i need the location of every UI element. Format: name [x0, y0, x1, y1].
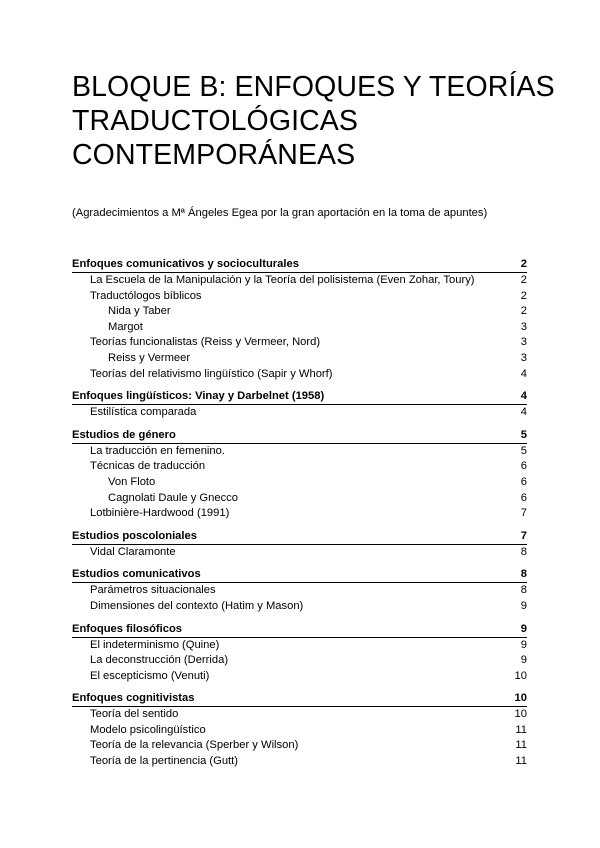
toc-entry-title: El escepticismo (Venuti) — [90, 669, 210, 682]
toc-entry[interactable] — [72, 289, 527, 305]
toc-section-title: Enfoques cognitivistas — [72, 692, 195, 705]
toc-page-number: 8 — [520, 584, 527, 597]
toc-page-number: 3 — [520, 351, 527, 364]
toc-entry-title: Lotbinière-Hardwood (1991) — [90, 507, 230, 520]
toc-entry-title: Parámetros situacionales — [90, 584, 216, 597]
toc-entry[interactable] — [72, 459, 527, 475]
toc-page-number: 2 — [520, 289, 527, 302]
toc-section-title: Estudios de género — [72, 428, 176, 441]
title-line: TRADUCTOLÓGICAS — [72, 105, 359, 137]
toc-page-number: 10 — [514, 708, 527, 721]
toc-entry-title: Teoría del sentido — [90, 708, 179, 721]
toc-section-heading[interactable] — [72, 427, 527, 444]
toc-page-number: 4 — [520, 367, 527, 380]
toc-section-title: Enfoques filosóficos — [72, 622, 183, 635]
toc-section — [72, 256, 527, 382]
toc-section-title: Estudios poscoloniales — [72, 529, 197, 542]
toc-page-number: 5 — [520, 444, 527, 457]
toc-entry-title: La Escuela de la Manipulación y la Teoría del polisistema (Even Zohar, Toury) — [90, 274, 475, 286]
toc-entry[interactable] — [72, 669, 527, 685]
toc-entry-title: Técnicas de traducción — [90, 460, 206, 473]
toc-entry[interactable] — [72, 738, 527, 754]
toc-page-number: 2 — [520, 258, 527, 270]
toc-page-number: 8 — [520, 568, 527, 581]
toc-entry[interactable] — [72, 653, 527, 669]
toc-section — [72, 690, 527, 769]
toc-page-number: 11 — [515, 755, 527, 768]
toc-section-heading[interactable] — [72, 621, 527, 638]
title-line: CONTEMPORÁNEAS — [72, 139, 356, 171]
toc-entry-title: Teorías funcionalistas (Reiss y Vermeer, Nord) — [90, 336, 321, 349]
page-title — [72, 70, 555, 172]
toc-entry[interactable] — [72, 320, 527, 336]
toc-section — [72, 528, 527, 561]
toc-entry-title: Vidal Claramonte — [90, 545, 176, 558]
toc-page-number: 2 — [520, 274, 527, 286]
toc-section-heading[interactable] — [72, 690, 527, 707]
toc-entry-title: Reiss y Vermeer — [108, 351, 191, 364]
toc-section-heading[interactable] — [72, 256, 527, 273]
toc-section — [72, 566, 527, 614]
toc-section-heading[interactable] — [72, 388, 527, 405]
toc-entry-title: La deconstrucción (Derrida) — [90, 654, 229, 667]
toc-entry-title: Teoría de la relevancia (Sperber y Wilson) — [90, 739, 299, 752]
toc-entry[interactable] — [72, 545, 527, 561]
toc-page-number: 2 — [520, 305, 527, 318]
toc-entry[interactable] — [72, 491, 527, 507]
toc-entry[interactable] — [72, 405, 527, 421]
toc-entry[interactable] — [72, 335, 527, 351]
toc-section — [72, 427, 527, 522]
toc-page-number: 7 — [520, 529, 527, 542]
title-line: BLOQUE B: ENFOQUES Y TEORÍAS — [72, 71, 555, 103]
toc-entry-title: Nida y Taber — [108, 305, 171, 318]
toc-entry[interactable] — [72, 707, 527, 723]
toc-entry-title: El indeterminismo (Quine) — [90, 638, 220, 651]
toc-entry-title: Traductólogos bíblicos — [90, 289, 202, 302]
toc-entry[interactable] — [72, 583, 527, 599]
toc-entry-title: Teorías del relativismo lingüístico (Sapir y Whorf) — [90, 367, 333, 380]
toc-page-number: 8 — [520, 545, 527, 558]
toc-section — [72, 388, 527, 421]
toc-section-title: Enfoques lingüísticos: Vinay y Darbelnet (1958) — [72, 390, 325, 403]
toc-entry[interactable] — [72, 273, 527, 289]
toc-page-number: 6 — [520, 491, 527, 504]
toc-page-number: 5 — [520, 428, 527, 441]
toc-entry-title: Cagnolati Daule y Gnecco — [108, 491, 238, 504]
toc-entry[interactable] — [72, 506, 527, 522]
toc-page-number: 6 — [520, 475, 527, 488]
toc-page-number: 9 — [520, 622, 527, 635]
toc-entry[interactable] — [72, 367, 527, 383]
toc-page-number: 11 — [515, 723, 527, 736]
toc-page-number: 7 — [520, 507, 527, 520]
toc-entry-title: Estilística comparada — [90, 406, 197, 419]
toc-page-number: 4 — [520, 406, 527, 419]
table-of-contents — [72, 256, 527, 776]
toc-entry-title: Modelo psicolingüístico — [90, 723, 206, 736]
toc-page-number: 11 — [515, 739, 527, 752]
toc-page-number: 4 — [520, 390, 527, 403]
toc-page-number: 9 — [520, 654, 527, 667]
toc-entry[interactable] — [72, 723, 527, 739]
toc-section — [72, 621, 527, 685]
toc-page-number: 9 — [520, 638, 527, 651]
toc-entry[interactable] — [72, 754, 527, 770]
toc-entry[interactable] — [72, 638, 527, 654]
toc-entry-title: Teoría de la pertinencia (Gutt) — [90, 755, 238, 768]
toc-page-number: 3 — [520, 336, 527, 349]
toc-page-number: 6 — [520, 460, 527, 473]
toc-entry[interactable] — [72, 599, 527, 615]
toc-page-number: 3 — [520, 320, 527, 333]
toc-entry-title: Margot — [108, 320, 143, 333]
toc-entry[interactable] — [72, 304, 527, 320]
toc-section-title: Enfoques comunicativos y socioculturales — [72, 258, 299, 270]
toc-section-title: Estudios comunicativos — [72, 568, 201, 581]
toc-entry-title: La traducción en femenino. — [90, 444, 225, 457]
toc-page-number: 10 — [514, 669, 527, 682]
toc-entry[interactable] — [72, 475, 527, 491]
toc-page-number: 9 — [520, 599, 527, 612]
toc-entry[interactable] — [72, 351, 527, 367]
toc-section-heading[interactable] — [72, 566, 527, 583]
acknowledgement-note: (Agradecimientos a Mª Ángeles Egea por la gran aportación en la toma de apuntes) — [72, 207, 488, 219]
toc-entry-title: Von Floto — [108, 475, 156, 488]
toc-entry-title: Dimensiones del contexto (Hatim y Mason) — [90, 599, 304, 612]
toc-entry[interactable] — [72, 444, 527, 460]
toc-section-heading[interactable] — [72, 528, 527, 545]
toc-page-number: 10 — [514, 692, 527, 705]
